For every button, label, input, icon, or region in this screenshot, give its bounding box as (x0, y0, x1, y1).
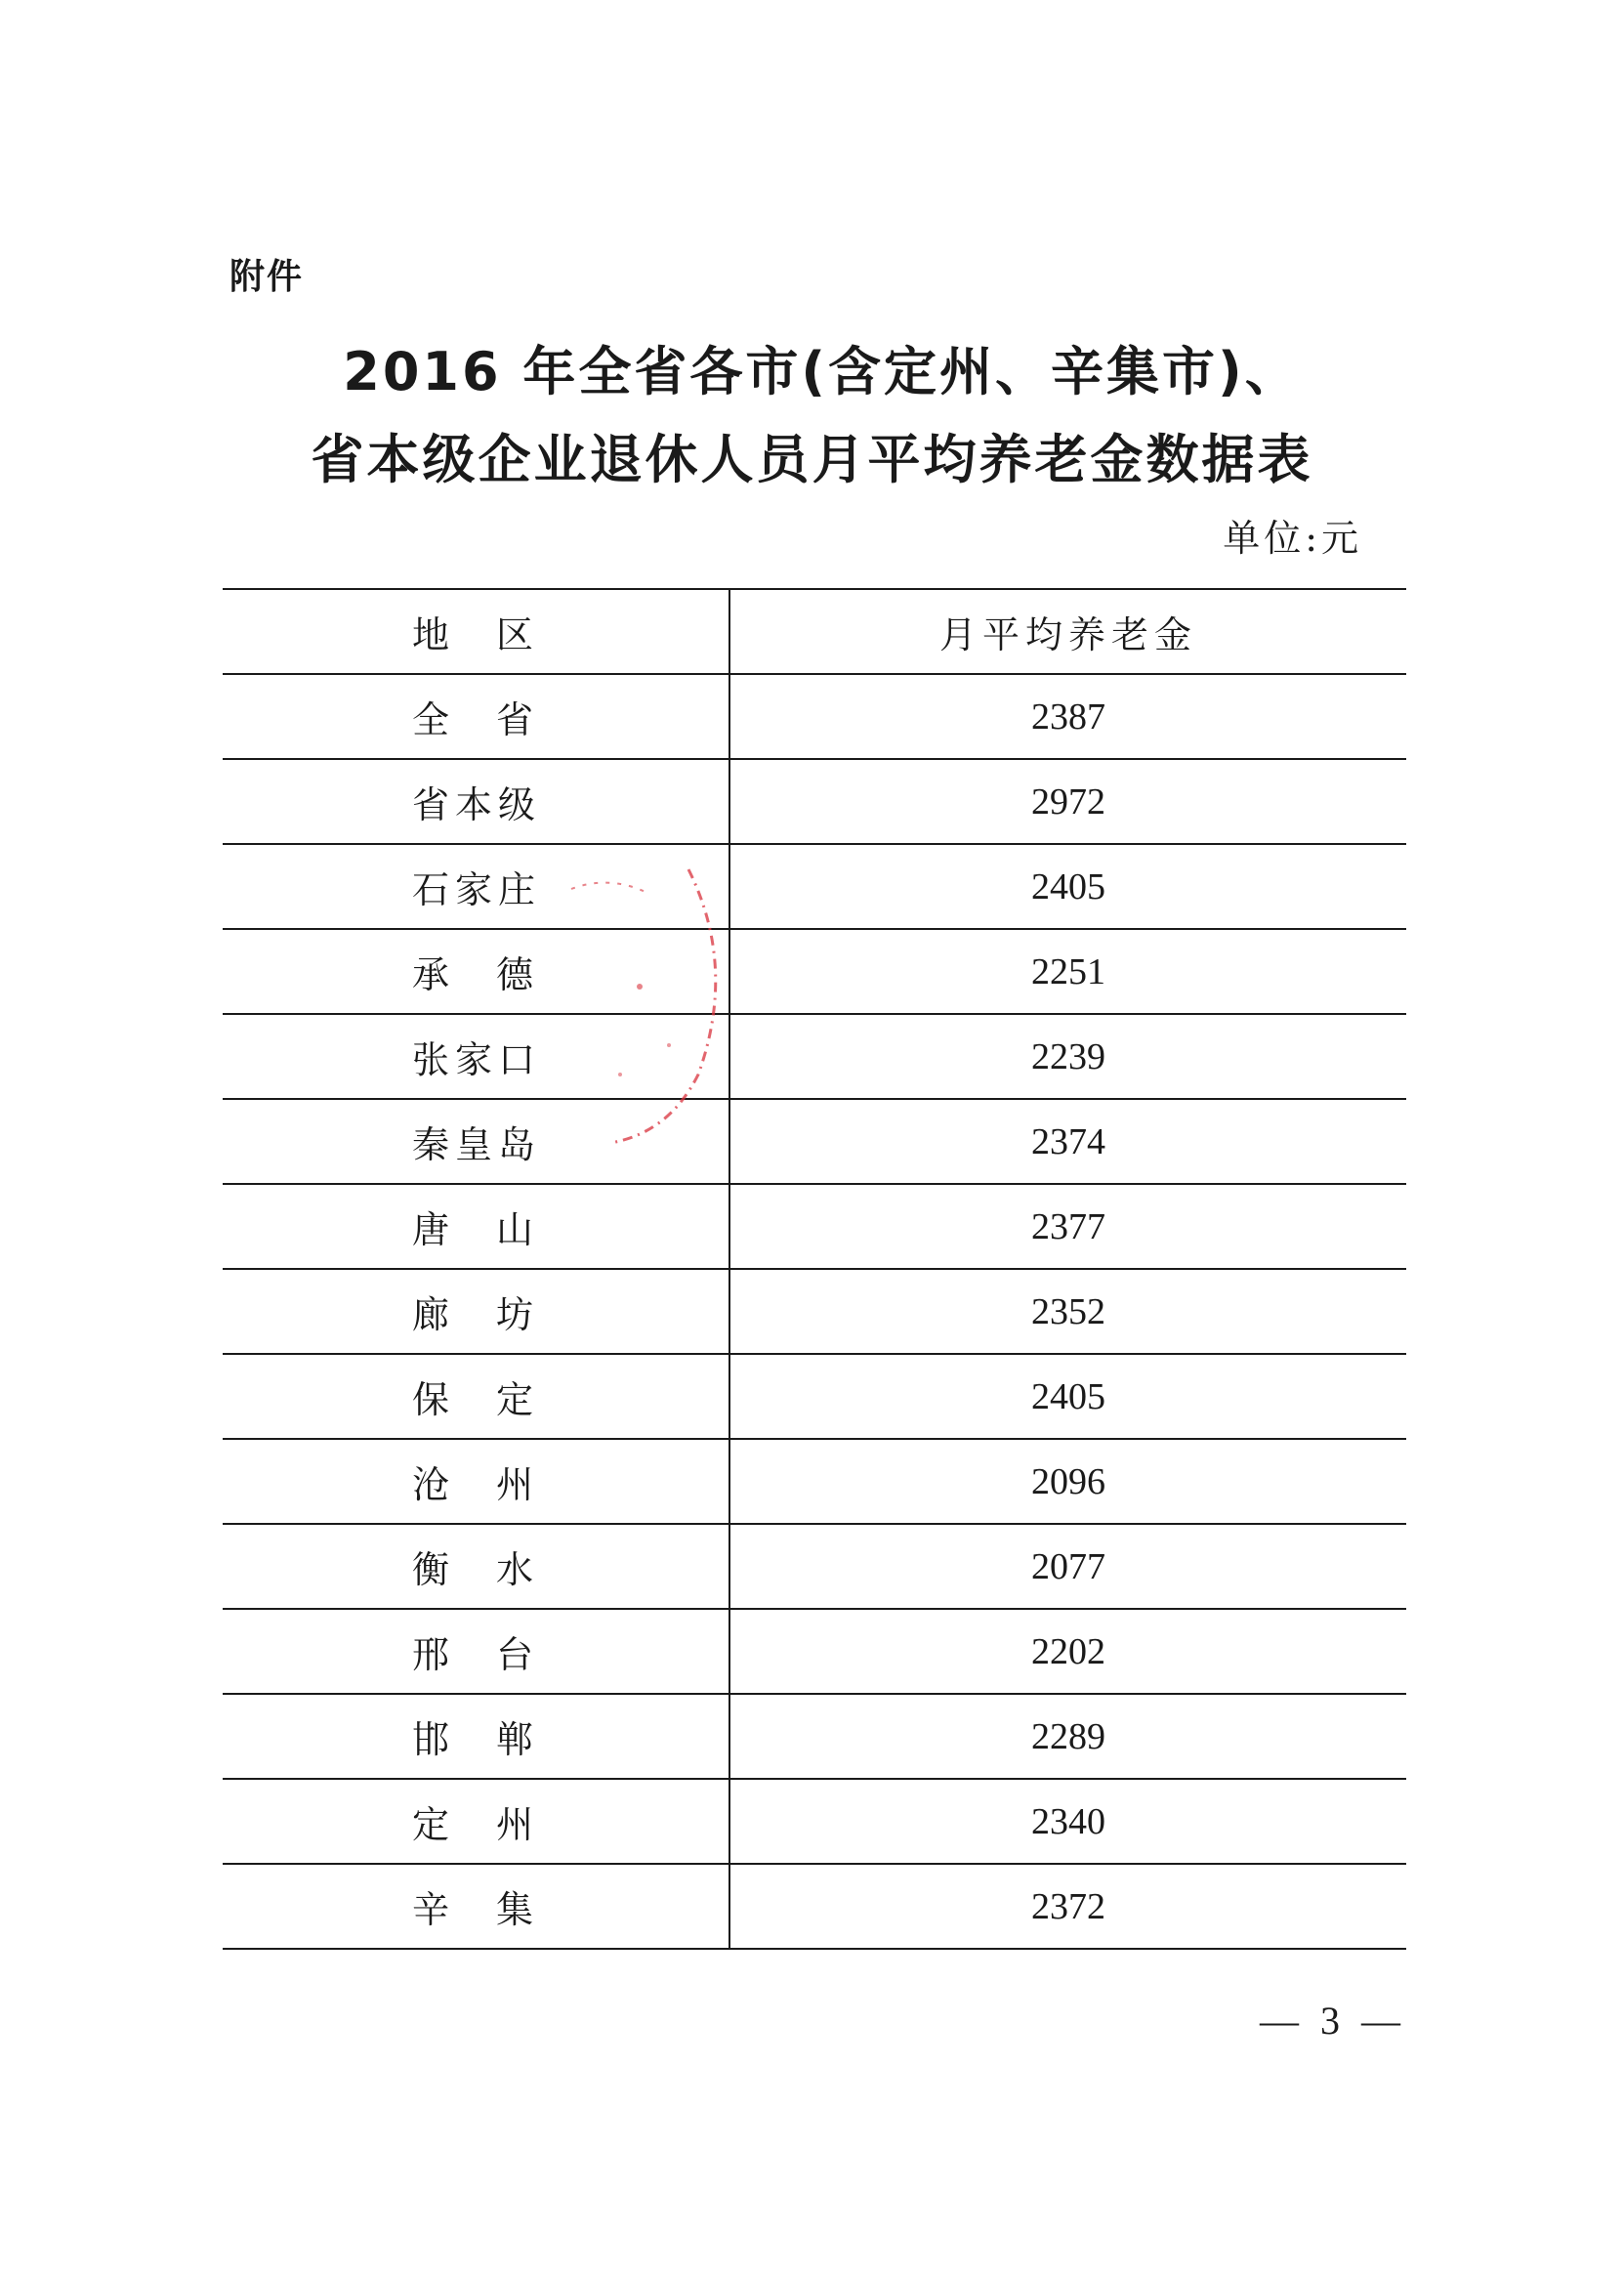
region-cell (223, 675, 730, 758)
pension-value-cell: 2372 (1031, 1885, 1105, 1927)
table-row (223, 1270, 1406, 1355)
pension-value-cell: 2340 (1031, 1800, 1105, 1842)
title-line-1: 2016 年全省各市(含定州、辛集市)、 (343, 341, 1301, 402)
table-row (223, 1865, 1406, 1950)
region-cell (223, 1015, 730, 1098)
region-cell (223, 760, 730, 843)
pension-value-cell: 2077 (1031, 1545, 1105, 1587)
region-name: 沧 州 (412, 1463, 539, 1506)
region-name: 张 家 口 (412, 1038, 542, 1081)
region-cell (223, 1865, 730, 1948)
table-row (223, 1015, 1406, 1100)
pension-value-cell: 2096 (1031, 1460, 1105, 1502)
region-name: 全 省 (412, 698, 539, 741)
table-row (223, 1100, 1406, 1185)
pension-value-cell: 2374 (1031, 1120, 1105, 1162)
region-name: 承 德 (412, 953, 539, 996)
header-value: 月平均养老金 (938, 613, 1197, 656)
region-cell (223, 1355, 730, 1438)
table-row (223, 1440, 1406, 1525)
pension-value-cell: 2405 (1031, 1375, 1105, 1417)
table-row (223, 930, 1406, 1015)
region-cell (223, 1100, 730, 1183)
region-name: 邯 郸 (412, 1718, 539, 1761)
region-name: 廊 坊 (412, 1293, 539, 1336)
table-header-row (223, 590, 1406, 675)
region-name: 保 定 (412, 1378, 539, 1421)
table-row (223, 1695, 1406, 1780)
pension-value-cell: 2251 (1031, 950, 1105, 992)
region-cell (223, 1695, 730, 1778)
region-cell (223, 845, 730, 928)
page-number: — 3 — (1260, 1999, 1406, 2043)
pension-table (223, 588, 1406, 1950)
table-row (223, 1185, 1406, 1270)
region-name: 衡 水 (412, 1548, 539, 1591)
header-region (223, 590, 730, 673)
table-row (223, 845, 1406, 930)
region-name: 辛 集 (412, 1888, 539, 1931)
table-body (223, 675, 1406, 1950)
region-cell (223, 1610, 730, 1693)
title-line-2: 省本级企业退休人员月平均养老金数据表 (311, 429, 1313, 490)
unit-label: 单位:元 (1223, 517, 1362, 560)
pension-value-cell: 2239 (1031, 1035, 1105, 1077)
region-cell (223, 1525, 730, 1608)
pension-value-cell: 2405 (1031, 865, 1105, 907)
attachment-label: 附件 (229, 257, 305, 297)
region-name: 省 本 级 (412, 783, 542, 826)
region-name: 定 州 (412, 1803, 539, 1846)
region-cell (223, 1185, 730, 1268)
table-row (223, 1525, 1406, 1610)
pension-value-cell: 2972 (1031, 780, 1105, 822)
table-row (223, 1610, 1406, 1695)
pension-value-cell: 2387 (1031, 696, 1105, 738)
region-name: 秦 皇 岛 (412, 1123, 542, 1166)
region-name: 石 家 庄 (412, 868, 542, 911)
region-name: 邢 台 (412, 1633, 539, 1676)
table-row (223, 675, 1406, 760)
region-cell (223, 930, 730, 1013)
table-row (223, 1355, 1406, 1440)
pension-value-cell: 2377 (1031, 1205, 1105, 1247)
region-name: 唐 山 (412, 1208, 539, 1251)
pension-value-cell: 2289 (1031, 1715, 1105, 1757)
region-cell (223, 1270, 730, 1353)
pension-value-cell: 2202 (1031, 1630, 1105, 1672)
table-row (223, 1780, 1406, 1865)
region-cell (223, 1780, 730, 1863)
region-cell (223, 1440, 730, 1523)
pension-value-cell: 2352 (1031, 1290, 1105, 1332)
table-row (223, 760, 1406, 845)
header-region-text: 地 区 (412, 613, 539, 656)
